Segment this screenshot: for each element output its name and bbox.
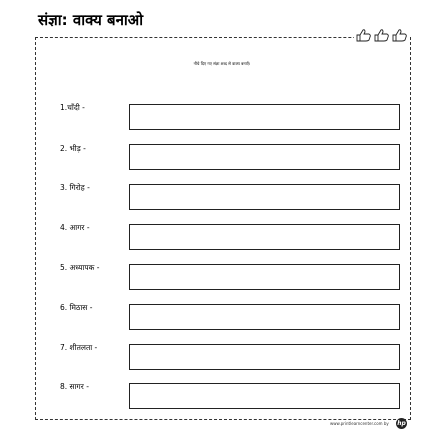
word-label-8: 8. सागर -: [60, 382, 89, 391]
thumbs-up-icon: [393, 30, 406, 41]
footer-credit: www.printlearncenter.com by: [330, 421, 389, 426]
word-label-4: 4. आगर -: [60, 223, 90, 232]
word-label-1: 1.चाँदी -: [60, 103, 85, 112]
answer-box-6[interactable]: [129, 304, 400, 330]
worksheet-title: संज्ञा: वाक्य बनाओ: [38, 11, 144, 29]
word-label-6: 6. मिठास -: [60, 303, 93, 312]
answer-box-2[interactable]: [129, 144, 400, 170]
answer-box-4[interactable]: [129, 224, 400, 250]
answer-box-8[interactable]: [129, 383, 400, 409]
answer-box-1[interactable]: [129, 104, 400, 130]
instruction-text: नीचे दिए गए संज्ञा शब्द से वाक्य बनाएँ।: [193, 61, 251, 66]
answer-box-5[interactable]: [129, 264, 400, 290]
thumbs-decoration: [354, 27, 410, 43]
answer-box-7[interactable]: [129, 344, 400, 370]
hp-logo-icon: hp: [397, 420, 406, 427]
word-label-7: 7. शीतलता -: [60, 343, 98, 352]
word-label-2: 2. भीड़ -: [60, 144, 86, 153]
thumbs-up-icon: [375, 30, 388, 41]
thumbs-up-icon: [357, 30, 370, 41]
word-label-3: 3. गिरोह -: [60, 183, 90, 192]
word-label-5: 5. अध्यापक -: [60, 263, 100, 272]
answer-box-3[interactable]: [129, 184, 400, 210]
